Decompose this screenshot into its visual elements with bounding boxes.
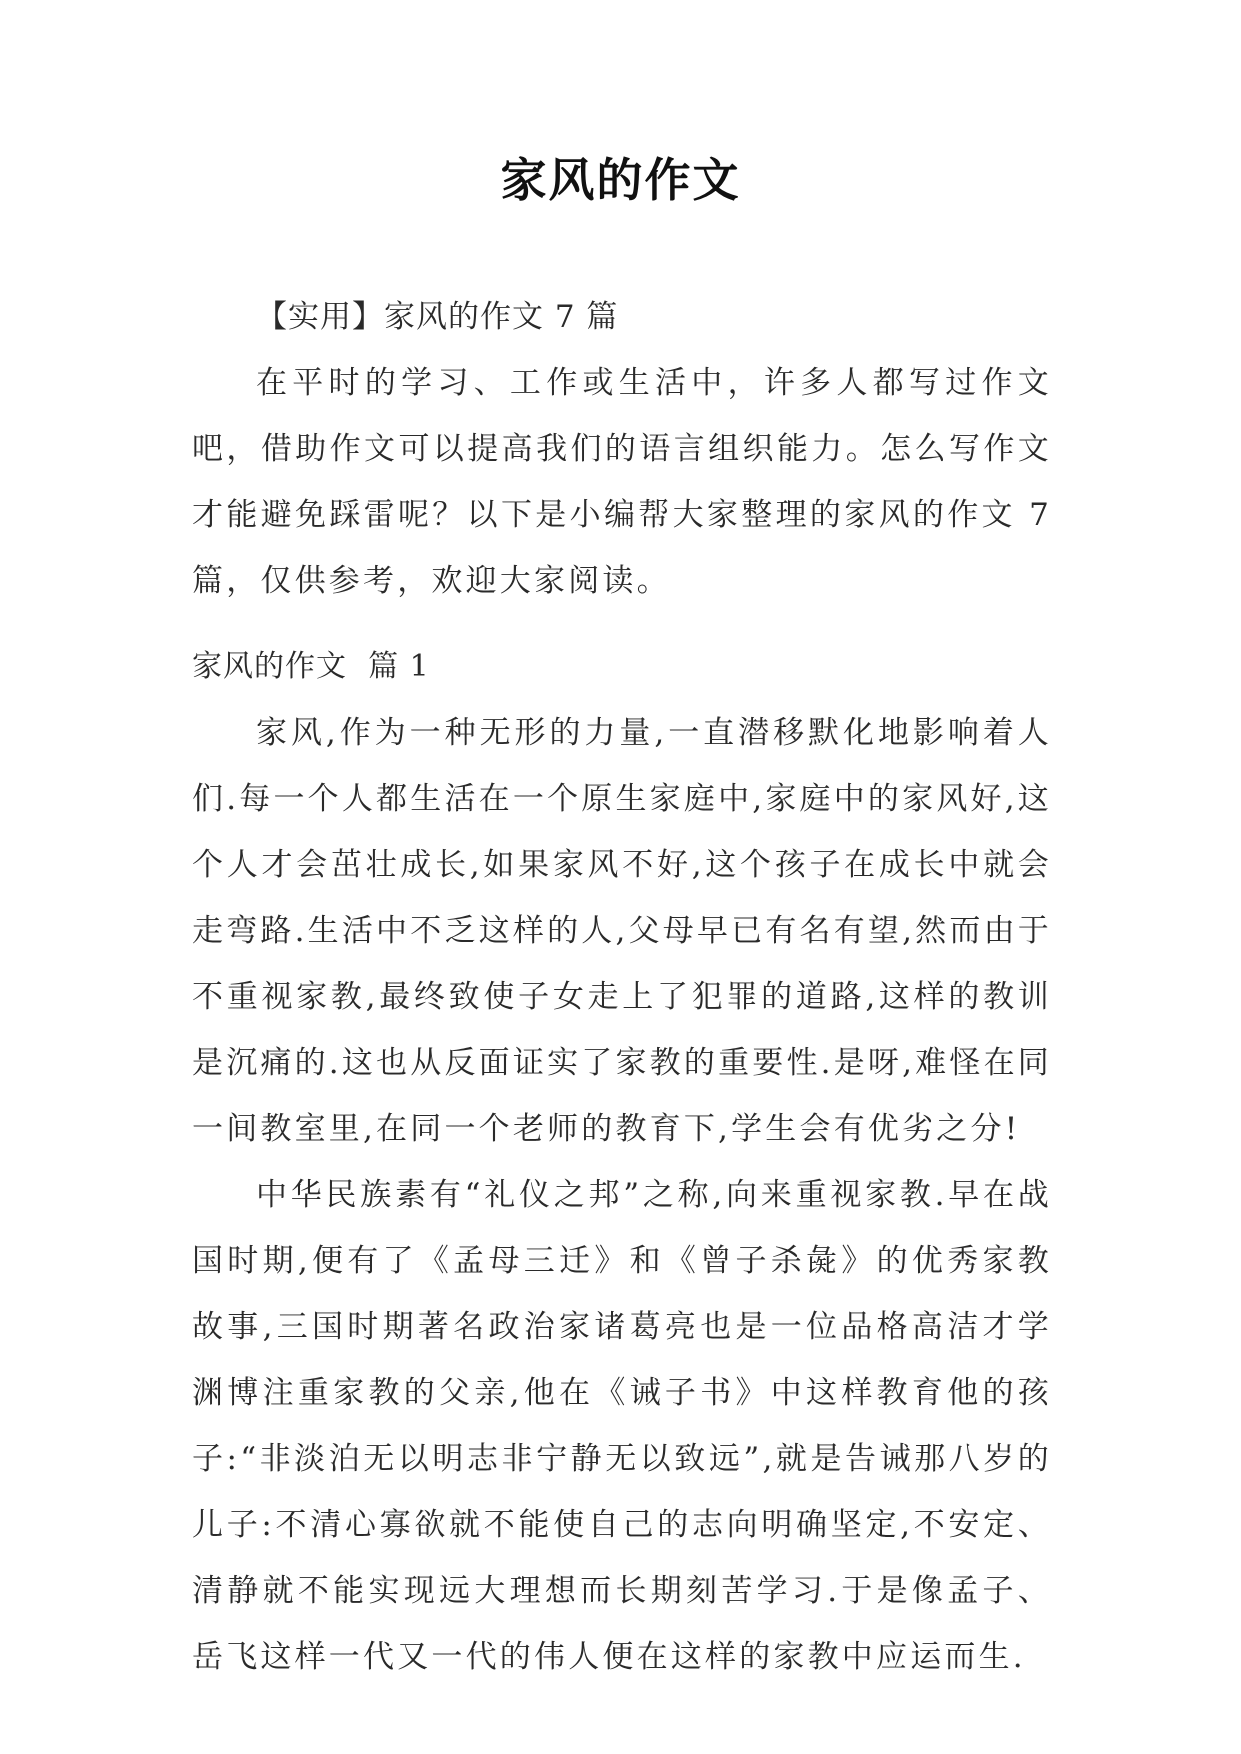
intro-paragraph: 在平时的学习、工作或生活中，许多人都写过作文吧，借助作文可以提高我们的语言组织能力。怎么写作文才能避免踩雷呢？以下是小编帮大家整理的家风的作文 7 篇，仅供参考，欢迎大家阅读。 <box>192 365 1052 599</box>
document-title: 家风的作文 <box>500 153 741 207</box>
essay-body <box>192 700 1052 1690</box>
intro-block <box>192 350 1052 614</box>
body-paragraph: 家风,作为一种无形的力量,一直潜移默化地影响着人们.每一个人都生活在一个原生家庭中,家庭中的家风好,这个人才会茁壮成长,如果家风不好,这个孩子在成长中就会走弯路.生活中不乏这样的人,父母早已有名有望,然而由于不重视家教,最终致使子女走上了犯罪的道路,这样的教训是沉痛的.这也从反面证实了家教的重要性.是呀,难怪在同一间教室里,在同一个老师的教育下,学生会有优劣之分! <box>192 715 1052 1147</box>
document-subtitle: 【实用】家风的作文 7 篇 <box>256 299 619 335</box>
section-heading: 家风的作文 篇 1 <box>192 649 430 684</box>
body-paragraph: 中华民族素有“礼仪之邦”之称,向来重视家教.早在战国时期,便有了《孟母三迁》和《曾子杀彘》的优秀家教故事,三国时期著名政治家诸葛亮也是一位品格高洁才学渊博注重家教的父亲,他在《诫子书》中这样教育他的孩子:“非淡泊无以明志非宁静无以致远”,就是告诫那八岁的儿子:不清心寡欲就不能使自己的志向明确坚定,不安定、清静就不能实现远大理想而长期刻苦学习.于是像孟子、岳飞这样一代又一代的伟人便在这样的家教中应运而生. <box>192 1177 1052 1675</box>
